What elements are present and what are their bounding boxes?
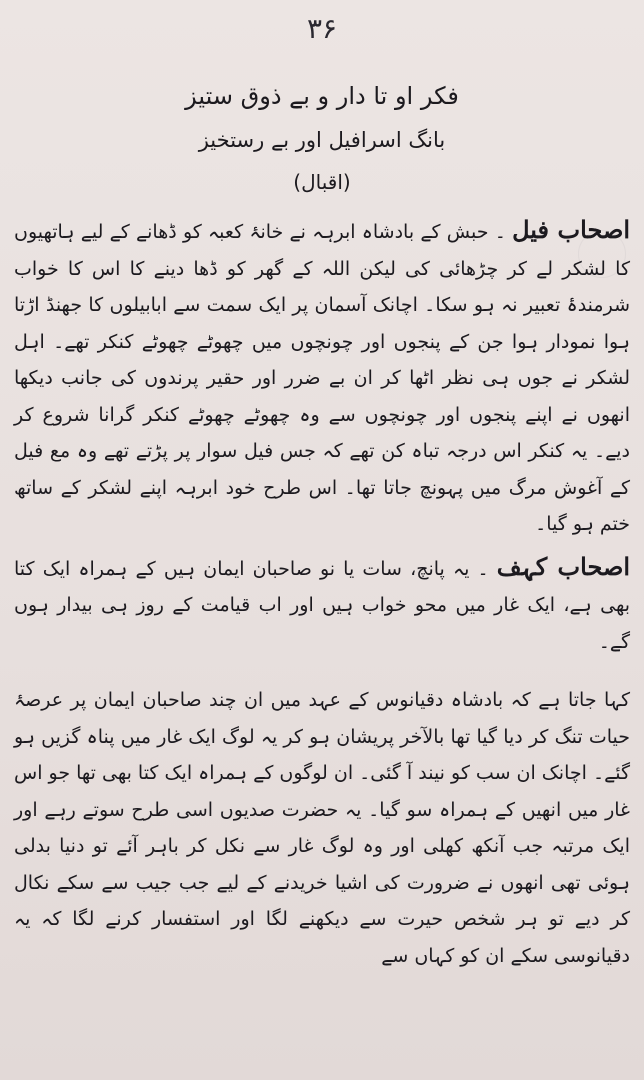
- verse-line-2: بانگ اسرافیل اور بے رستخیز: [198, 128, 446, 152]
- spacer: [14, 660, 630, 682]
- section-ashab-e-kahf: [14, 549, 630, 661]
- section-text-ashab-e-kahf: ۔ یہ پانچ، سات یا نو صاحبان ایمان ہیں کے ہمراہ ایک کتا بھی ہے، ایک غار میں محو خواب ہیں اور اب قیامت کے روز ہی بیدار ہوں گے۔: [14, 557, 630, 653]
- section-text-ashab-e-feel: ۔ حبش کے بادشاہ ابرہہ نے خانۂ کعبہ کو ڈھانے کے لیے ہاتھیوں کا لشکر لے کر چڑھائی کی لیکن اللہ کے گھر کو ڈھا دینے کا اس کا خواب شرمندۂ تعبیر نہ ہو سکا۔ اچانک آسمان پر ایک سمت سے ابابیلوں کا جھنڈ اڑتا ہوا نمودار ہوا جن کے پنجوں اور چونچوں میں چھوٹے چھوٹے کنکر تھے۔ اہل لشکر نے جوں ہی نظر اٹھا کر ان بے ضرر اور حقیر پرندوں کی جانب دیکھا انھوں نے اپنے پنجوں اور چونچوں سے وہ چھوٹے چھوٹے کنکر گرانا شروع کر دیے۔ یہ کنکر اس درجہ تباہ کن تھے کہ جس فیل سوار پر پڑتے تھے وہ مع فیل کے آغوش مرگ میں پہونچ جاتا تھا۔ اس طرح خود ابرہہ اپنے لشکر کے ساتھ ختم ہو گیا۔: [14, 221, 630, 535]
- verse-line-1: فکر او تا دار و بے ذوق ستیز: [185, 82, 459, 110]
- page-number: ۳۶: [306, 12, 338, 45]
- section-heading-ashab-e-kahf: اصحاب کہف: [496, 551, 630, 581]
- verse-attribution: (اقبال): [293, 170, 351, 194]
- section-ashab-e-feel: [14, 212, 630, 543]
- section-heading-ashab-e-feel: اصحاب فیل: [512, 215, 630, 244]
- body-text: [14, 212, 630, 974]
- paragraph-story: کہا جاتا ہے کہ بادشاہ دقیانوس کے عہد میں ان چند صاحبان ایمان پر عرصۂ حیات تنگ کر دیا گیا تھا بالآخر پریشان ہو کر یہ لوگ ایک غار میں پناہ گزیں ہو گئے۔ اچانک ان سب کو نیند آ گئی۔ ان لوگوں کے ہمراہ ایک کتا بھی تھا جو اس غار میں انھیں کے ہمراہ سو گیا۔ یہ حضرت صدیوں اسی طرح سوتے رہے اور ایک مرتبہ جب آنکھ کھلی اور وہ لوگ غار سے نکل کر باہر آئے تو دنیا بدلی ہوئی تھی انھوں نے ضرورت کی اشیا خریدنے کے لیے جب جیب سے سکے نکال کر دیے تو ہر شخص حیرت سے دیکھنے لگا اور استفسار کرنے لگا کہ یہ دقیانوسی سکے ان کو کہاں سے: [14, 689, 630, 967]
